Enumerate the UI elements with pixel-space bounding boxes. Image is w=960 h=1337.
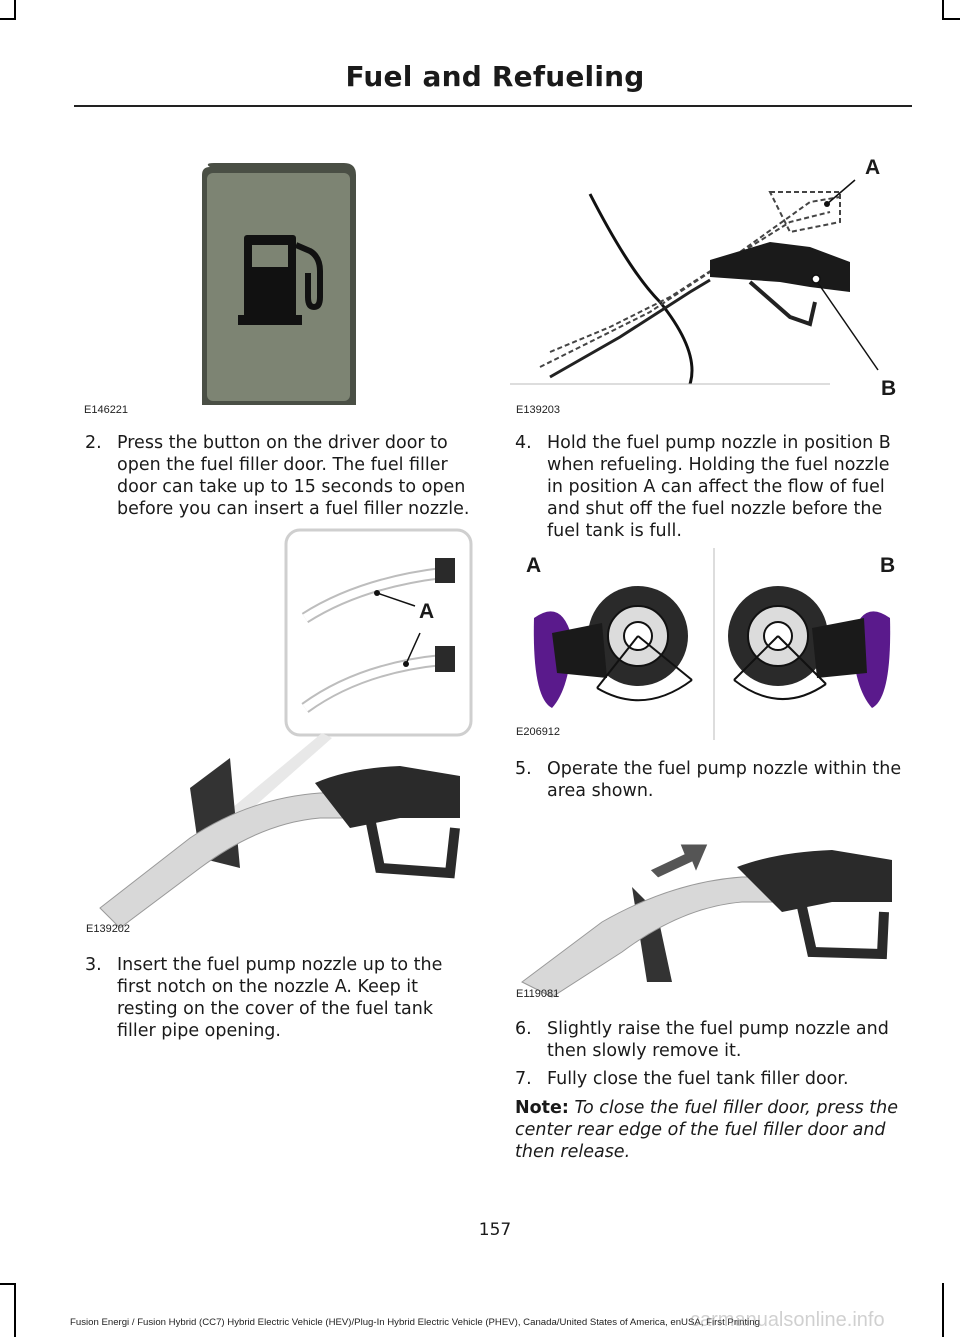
callout-label-a: A [865,156,881,179]
crop-mark [0,1283,16,1285]
step-number: 2. [85,433,102,453]
figure-code: E146221 [84,404,129,416]
step-number: 3. [85,955,102,975]
step-4 [515,432,910,542]
step-number: 6. [515,1019,532,1039]
page-title: Fuel and Refueling [345,60,645,93]
figure-code: E119081 [516,988,560,1000]
step-7 [515,1068,910,1090]
callout-label-b: B [880,554,896,577]
crop-mark [942,0,944,18]
step-3 [85,954,477,1042]
figure-nozzle-notch [80,528,475,940]
step-2 [85,432,477,520]
figure-nozzle-positions [510,152,910,417]
step-5 [515,758,910,802]
step-text: Hold the fuel pump nozzle in position B when refueling. Holding the fuel nozzle in position A can affect the flow of fuel and shut off the fuel nozzle before the fuel tank is full. [547,433,891,541]
crop-mark [0,18,16,20]
callout-label-a: A [419,600,435,623]
step-text: Slightly raise the fuel pump nozzle and then slowly remove it. [547,1019,889,1061]
callout-label-a: A [526,554,542,577]
watermark: carmanualsonline.info [690,1309,885,1331]
footer-text: Fusion Energi / Fusion Hybrid (CC7) Hybrid Electric Vehicle (HEV)/Plug-In Hybrid Electric Vehicle (PHEV), Canada/United States of America, enUSA, First Printing [70,1317,760,1328]
page-number: 157 [478,1220,512,1240]
crop-mark [942,1283,944,1337]
step-number: 5. [515,759,532,779]
figure-operate-nozzle [512,812,912,1002]
note-label: Note: [515,1098,569,1118]
crop-mark [942,18,960,20]
step-6 [515,1018,910,1062]
header-rule [74,105,912,107]
figure-code: E139203 [516,404,561,416]
figure-filler-cap-positions [512,548,912,743]
crop-mark [14,0,16,18]
figure-fuel-door-button [74,155,474,420]
figure-code: E206912 [516,726,561,738]
step-text: Operate the fuel pump nozzle within the area shown. [547,759,902,801]
step-text: Insert the fuel pump nozzle up to the first notch on the nozzle A. Keep it resting on the cover of the fuel tank filler pipe opening. [117,955,443,1041]
callout-label-b: B [881,377,897,400]
note-text: To close the fuel filler door, press the center rear edge of the fuel filler door and then release. [515,1098,899,1162]
step-text: Fully close the fuel tank filler door. [547,1069,849,1089]
note-block [515,1097,907,1163]
step-number: 4. [515,433,532,453]
figure-code: E139202 [86,923,131,935]
filler-b-illustration [728,586,890,708]
step-text: Press the button on the driver door to open the fuel filler door. The fuel filler door can take up to 15 seconds to open before you can insert a fuel filler nozzle. [117,433,470,519]
filler-a-illustration [534,586,692,708]
step-number: 7. [515,1069,532,1089]
direction-arrow-icon [650,844,708,878]
crop-mark [14,1283,16,1337]
